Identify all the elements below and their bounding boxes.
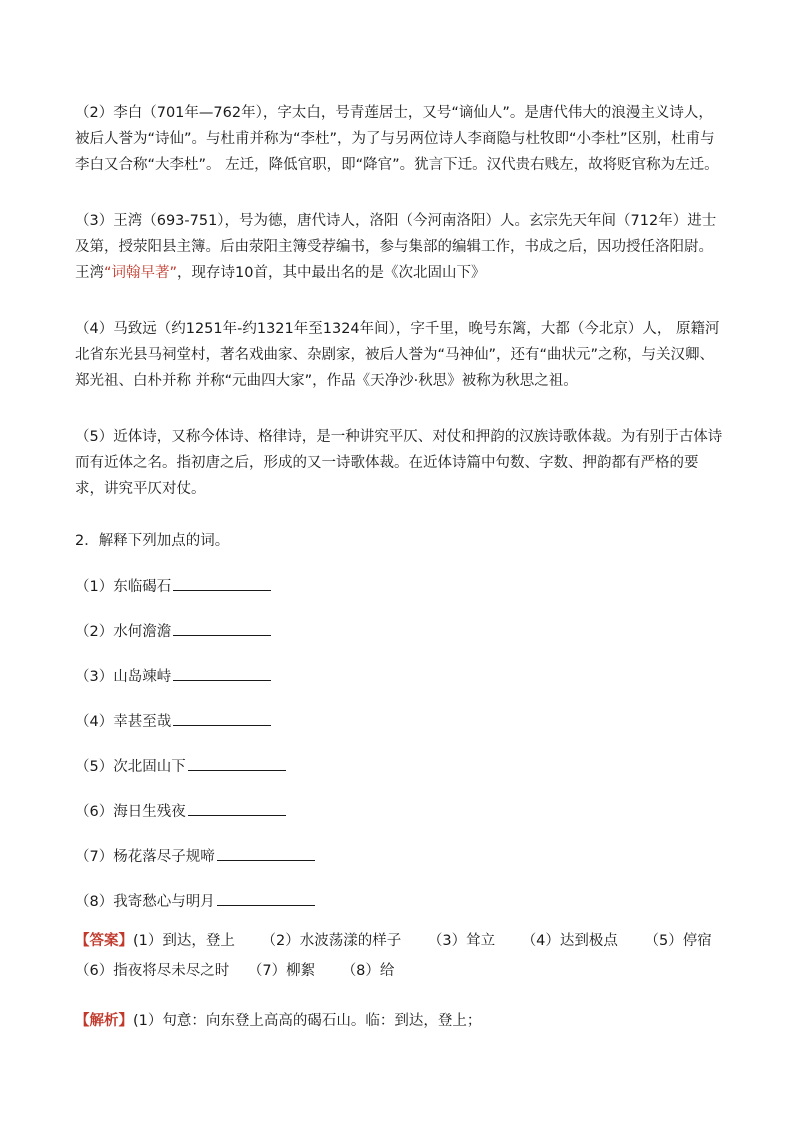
answer-block [75,926,735,986]
answer-item-3: （3）耸立 [427,933,496,949]
question-item-8 [75,890,315,913]
note-wang-wan-text-a: （3）王湾（693-751），号为德，唐代诗人，洛阳（今河南洛阳）人。玄宗先天年间（712年）进士及第，授荥阳县主簿。后由荥阳主簿受荐编书，参与集部的编辑工作，书成之后，因功授任洛阳尉。王湾 [75,213,717,281]
analysis-block [75,1006,735,1036]
note-wang-wan [75,208,725,286]
question-item-7 [75,845,315,868]
question-item-text: （6）海日生残夜 [75,804,186,820]
question-item-6 [75,800,286,823]
answer-blank[interactable] [173,620,271,636]
question-item-2 [75,620,271,643]
answer-item-4: （4）达到极点 [521,933,618,949]
question-item-4 [75,710,271,733]
question-item-text: （4）幸甚至哉 [75,714,172,730]
question-item-1 [75,575,271,598]
question-item-3 [75,665,271,688]
question-item-text: （7）杨花落尽子规啼 [75,849,215,865]
answer-item-5: （5）停宿 [644,933,712,949]
answer-tag: 【答案】 [75,933,133,949]
answer-blank[interactable] [188,800,286,816]
question-item-5 [75,755,286,778]
answer-item-1: (1）到达，登上 [133,933,235,949]
question-2-title: 2．解释下列加点的词。 [75,533,230,549]
question-item-text: （8）我寄愁心与明月 [75,894,215,910]
answer-blank[interactable] [173,665,271,681]
question-item-text: （5）次北固山下 [75,759,186,775]
question-item-text: （3）山岛竦峙 [75,669,172,685]
analysis-tag: 【解析】 [75,1013,133,1029]
answer-item-6: （6）指夜将尽未尽之时 [75,963,230,979]
question-item-text: （1）东临碣石 [75,579,172,595]
answer-blank[interactable] [217,890,315,906]
note-wang-wan-text-b: ，现存诗10首，其中最出名的是《次北固山下》 [177,265,486,281]
answer-blank[interactable] [173,575,271,591]
answer-item-2: （2）水波荡漾的样子 [261,933,402,949]
note-li-bai: （2）李白（701年—762年），字太白，号青莲居士，又号“谪仙人”。是唐代伟大的浪漫主义诗人，被后人誉为“诗仙”。与杜甫并称为“李杜”，为了与另两位诗人李商隐与杜牧即“小李杜”区别，杜甫与李白又合称“大李杜”。 左迁，降低官职，即“降官”。犹言下迁。汉代贵右贱左，故将贬官称为左迁。 [75,105,719,173]
note-ma-zhiyuan: （4）马致远（约1251年-约1321年至1324年间），字千里，晚号东篱，大都（今北京）人， 原籍河北省东光县马祠堂村，著名戏曲家、杂剧家，被后人誉为“马神仙”，还有“曲状元”之称，与关汉卿、郑光祖、白朴并称 并称“元曲四大家”，作品《天净沙·秋思》被称为秋思之祖。 [75,321,720,389]
answer-blank[interactable] [217,845,315,861]
note-wang-wan-highlight: “词翰早著” [104,265,178,281]
analysis-text: (1）句意：向东登上高高的碣石山。临：到达，登上； [133,1013,482,1029]
question-item-text: （2）水何澹澹 [75,624,172,640]
answer-item-7: （7）柳絮 [247,963,316,979]
answer-blank[interactable] [188,755,286,771]
answer-item-8: （8）给 [341,963,395,979]
note-jinti-poetry: （5）近体诗，又称今体诗、格律诗，是一种讲究平仄、对仗和押韵的汉族诗歌体裁。为有别于古体诗而有近体之名。指初唐之后，形成的又一诗歌体裁。在近体诗篇中句数、字数、押韵都有严格的要求，讲究平仄对仗。 [75,429,723,497]
answer-blank[interactable] [173,710,271,726]
